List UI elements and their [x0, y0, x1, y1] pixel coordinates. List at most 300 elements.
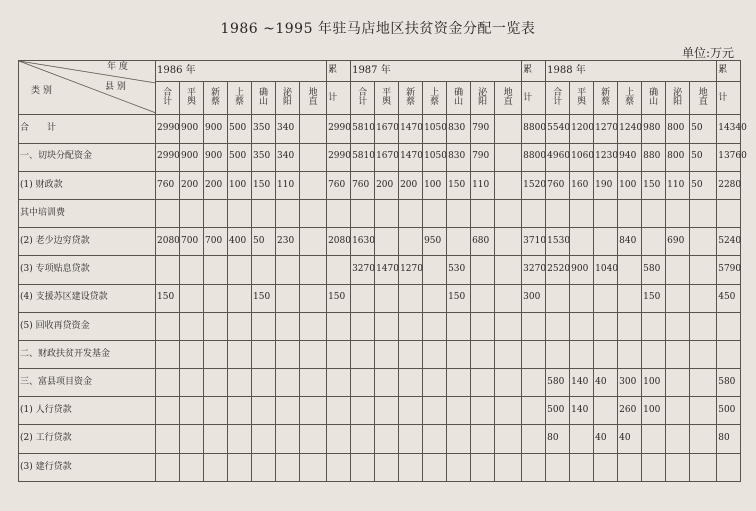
cell-1988 [546, 199, 570, 227]
cell-1987 [447, 228, 471, 256]
cell-1986 [156, 397, 180, 425]
year-header-1987: 1987 年 [351, 61, 522, 82]
cell-1988 [642, 312, 666, 340]
cell-1986 [180, 284, 204, 312]
cell-1988 [594, 284, 618, 312]
row-label: 一、切块分配资金 [19, 143, 156, 171]
cell-1988: 50 [690, 143, 717, 171]
cell-1987: 110 [471, 171, 495, 199]
col-header-1987-3 [423, 82, 447, 115]
cell-1987 [495, 199, 522, 227]
cell-1987 [447, 397, 471, 425]
cumulative-cell-1987: 3710 [522, 228, 546, 256]
cell-1986 [300, 143, 327, 171]
cell-1988 [666, 284, 690, 312]
cell-1988: 40 [594, 369, 618, 397]
col-header-1987-4 [447, 82, 471, 115]
cell-1988 [642, 425, 666, 453]
cell-1986: 200 [180, 171, 204, 199]
cumulative-cell-1988: 80 [717, 425, 741, 453]
cell-1988: 150 [642, 284, 666, 312]
cell-1988 [642, 199, 666, 227]
cumulative-cell-1988 [717, 453, 741, 481]
table-row [19, 115, 741, 143]
cumulative-cell-1988 [717, 199, 741, 227]
cell-1988 [546, 312, 570, 340]
row-label: 二、财政扶贫开发基金 [19, 340, 156, 368]
cell-1987 [447, 199, 471, 227]
cell-1986 [276, 340, 300, 368]
cell-1986 [252, 397, 276, 425]
cell-1987 [495, 340, 522, 368]
col-header-bottom: 山 [258, 97, 268, 108]
cell-1986 [204, 425, 228, 453]
row-label: 合 计 [19, 115, 156, 143]
cell-1988: 140 [570, 397, 594, 425]
cell-1986 [204, 199, 228, 227]
cell-1988: 100 [642, 369, 666, 397]
cell-1988 [666, 425, 690, 453]
cell-1986 [300, 453, 327, 481]
cell-1987 [423, 312, 447, 340]
table-row [19, 199, 741, 227]
cell-1988: 880 [642, 143, 666, 171]
cell-1986 [300, 228, 327, 256]
cumulative-subheader-1987: 计 [522, 82, 546, 115]
cell-1988: 160 [570, 171, 594, 199]
cell-1987: 5810 [351, 115, 375, 143]
cell-1988 [666, 199, 690, 227]
cell-1988: 940 [618, 143, 642, 171]
cumulative-cell-1987: 8800 [522, 143, 546, 171]
cell-1986 [228, 340, 252, 368]
col-header-1986-3 [228, 82, 252, 115]
col-header-bottom: 山 [649, 97, 659, 108]
cell-1987 [495, 453, 522, 481]
cell-1987 [495, 369, 522, 397]
col-header-top: 泌 [673, 87, 683, 98]
cell-1986: 340 [276, 143, 300, 171]
cell-1986: 500 [228, 143, 252, 171]
col-header-1987-0 [351, 82, 375, 115]
cell-1988 [594, 397, 618, 425]
cell-1987 [399, 199, 423, 227]
cell-1988 [570, 425, 594, 453]
cumulative-cell-1988: 13760 [717, 143, 741, 171]
cell-1987 [447, 453, 471, 481]
cell-1987 [351, 425, 375, 453]
col-header-1988-6 [690, 82, 717, 115]
cumulative-cell-1987: 300 [522, 284, 546, 312]
cell-1988: 260 [618, 397, 642, 425]
cell-1988: 50 [690, 115, 717, 143]
cell-1986: 2990 [156, 143, 180, 171]
cell-1987 [471, 256, 495, 284]
cumulative-cell-1986: 2990 [327, 143, 351, 171]
cell-1986 [300, 397, 327, 425]
cell-1988 [546, 340, 570, 368]
cell-1987 [423, 453, 447, 481]
cell-1986 [276, 453, 300, 481]
cell-1988 [666, 453, 690, 481]
cell-1986: 50 [252, 228, 276, 256]
cell-1987 [495, 397, 522, 425]
col-header-1987-1 [375, 82, 399, 115]
col-header-bottom: 山 [454, 97, 464, 108]
cell-1988 [618, 312, 642, 340]
cumulative-cell-1987: 8800 [522, 115, 546, 143]
cell-1986 [276, 312, 300, 340]
cell-1988: 580 [642, 256, 666, 284]
cell-1986 [300, 312, 327, 340]
col-header-top: 平 [577, 87, 587, 98]
cell-1986: 700 [204, 228, 228, 256]
cumulative-cell-1987 [522, 397, 546, 425]
col-header-top: 新 [210, 87, 220, 98]
cell-1986 [156, 256, 180, 284]
header-corner [19, 61, 156, 115]
cell-1987: 1050 [423, 115, 447, 143]
cell-1988 [690, 228, 717, 256]
cell-1987: 790 [471, 143, 495, 171]
col-header-bottom: 蔡 [210, 97, 220, 108]
col-header-bottom: 计 [162, 97, 172, 108]
cell-1986 [252, 312, 276, 340]
cell-1987 [423, 369, 447, 397]
cell-1986: 150 [252, 284, 276, 312]
cell-1987 [495, 115, 522, 143]
cell-1986 [276, 369, 300, 397]
table-row [19, 369, 741, 397]
cell-1986 [204, 369, 228, 397]
cell-1986: 340 [276, 115, 300, 143]
table-row [19, 256, 741, 284]
cell-1986 [252, 453, 276, 481]
cell-1988: 1200 [570, 115, 594, 143]
col-header-1988-0 [546, 82, 570, 115]
cumulative-cell-1986: 150 [327, 284, 351, 312]
corner-county-label: 县 别 [105, 82, 126, 92]
cell-1987: 530 [447, 256, 471, 284]
cell-1987: 1630 [351, 228, 375, 256]
row-label: 其中培训费 [19, 199, 156, 227]
unit-label: 单位:万元 [681, 46, 734, 60]
cell-1987 [471, 425, 495, 453]
cell-1986 [228, 397, 252, 425]
cell-1987: 1470 [399, 143, 423, 171]
corner-year-label: 年 度 [107, 62, 128, 72]
cell-1988 [570, 284, 594, 312]
col-header-top: 地 [308, 87, 318, 98]
cell-1986: 900 [204, 143, 228, 171]
cumulative-cell-1986 [327, 453, 351, 481]
col-header-1986-6 [300, 82, 327, 115]
cell-1987 [471, 397, 495, 425]
cumulative-cell-1988: 500 [717, 397, 741, 425]
cell-1987 [495, 228, 522, 256]
cell-1988 [570, 228, 594, 256]
cell-1988 [618, 453, 642, 481]
col-header-bottom: 蔡 [430, 97, 440, 108]
cell-1988: 1530 [546, 228, 570, 256]
cell-1986 [228, 425, 252, 453]
cell-1988 [690, 284, 717, 312]
cell-1987 [423, 199, 447, 227]
cell-1988: 140 [570, 369, 594, 397]
cell-1987: 830 [447, 143, 471, 171]
col-header-top: 地 [503, 87, 513, 98]
cell-1988: 300 [618, 369, 642, 397]
year-header-1988: 1988 年 [546, 61, 717, 82]
cell-1988 [570, 453, 594, 481]
cell-1988 [690, 369, 717, 397]
cell-1986: 760 [156, 171, 180, 199]
cell-1986: 700 [180, 228, 204, 256]
cell-1988 [690, 397, 717, 425]
cell-1986: 500 [228, 115, 252, 143]
cell-1988: 80 [546, 425, 570, 453]
cell-1986: 100 [228, 171, 252, 199]
cell-1986: 350 [252, 143, 276, 171]
cell-1987 [495, 171, 522, 199]
row-label: (2) 工行贷款 [19, 425, 156, 453]
cell-1986 [228, 199, 252, 227]
cell-1986 [180, 369, 204, 397]
cell-1986 [300, 425, 327, 453]
col-header-1988-4 [642, 82, 666, 115]
cell-1986 [204, 256, 228, 284]
cumulative-cell-1986 [327, 199, 351, 227]
cell-1987 [375, 369, 399, 397]
cell-1986: 200 [204, 171, 228, 199]
cell-1988: 900 [570, 256, 594, 284]
cell-1986 [300, 256, 327, 284]
cell-1988 [642, 453, 666, 481]
row-label: (5) 回收再贷资金 [19, 312, 156, 340]
cell-1987 [423, 397, 447, 425]
col-header-top: 上 [430, 87, 440, 98]
cell-1986 [180, 256, 204, 284]
cell-1986: 110 [276, 171, 300, 199]
cell-1988 [618, 340, 642, 368]
cell-1988 [546, 453, 570, 481]
col-header-bottom: 舆 [382, 97, 392, 108]
cell-1987 [375, 284, 399, 312]
cell-1987 [471, 312, 495, 340]
cumulative-cell-1986 [327, 397, 351, 425]
cell-1987 [375, 453, 399, 481]
cell-1987: 200 [375, 171, 399, 199]
cell-1987 [351, 340, 375, 368]
cell-1986: 150 [156, 284, 180, 312]
cell-1987: 1470 [399, 115, 423, 143]
cell-1986 [300, 284, 327, 312]
cell-1986 [204, 284, 228, 312]
cumulative-cell-1986: 2080 [327, 228, 351, 256]
cell-1987 [399, 397, 423, 425]
cumulative-subheader-1986: 计 [327, 82, 351, 115]
col-header-top: 确 [649, 87, 659, 98]
col-header-top: 合 [553, 87, 563, 98]
cell-1987: 950 [423, 228, 447, 256]
cell-1986: 900 [180, 143, 204, 171]
cell-1988 [570, 340, 594, 368]
cell-1987: 5810 [351, 143, 375, 171]
cell-1988 [594, 228, 618, 256]
cell-1987 [495, 425, 522, 453]
cumulative-cell-1987 [522, 312, 546, 340]
cell-1986 [300, 340, 327, 368]
cell-1987 [447, 425, 471, 453]
cell-1987 [447, 369, 471, 397]
corner-category-label: 类 别 [31, 86, 52, 96]
col-header-top: 确 [258, 87, 268, 98]
col-header-1986-1 [180, 82, 204, 115]
cell-1987 [351, 284, 375, 312]
cell-1986 [300, 115, 327, 143]
col-header-1986-4 [252, 82, 276, 115]
cell-1987 [495, 143, 522, 171]
col-header-top: 合 [358, 87, 368, 98]
cumulative-header-1988: 累 [717, 61, 741, 82]
col-header-top: 新 [406, 87, 416, 98]
cell-1987 [375, 397, 399, 425]
cell-1988: 580 [546, 369, 570, 397]
cell-1988 [570, 312, 594, 340]
cell-1986 [252, 425, 276, 453]
cumulative-cell-1988 [717, 312, 741, 340]
cell-1987 [399, 369, 423, 397]
cell-1987: 150 [447, 284, 471, 312]
cell-1987: 1270 [399, 256, 423, 284]
col-header-top: 地 [698, 87, 708, 98]
cell-1987: 200 [399, 171, 423, 199]
cumulative-header-1987: 累 [522, 61, 546, 82]
cell-1988: 100 [618, 171, 642, 199]
cell-1987 [471, 453, 495, 481]
table-row [19, 143, 741, 171]
cell-1986 [180, 340, 204, 368]
col-header-top: 上 [625, 87, 635, 98]
row-label: (1) 人行贷款 [19, 397, 156, 425]
col-header-bottom: 蔡 [625, 97, 635, 108]
cell-1986 [156, 199, 180, 227]
cell-1988 [690, 256, 717, 284]
col-header-bottom: 计 [358, 97, 368, 108]
cell-1987: 680 [471, 228, 495, 256]
cumulative-cell-1988 [717, 340, 741, 368]
cell-1987 [399, 453, 423, 481]
col-header-bottom: 蔡 [234, 97, 244, 108]
col-header-1988-5 [666, 82, 690, 115]
col-header-1987-2 [399, 82, 423, 115]
cell-1988: 760 [546, 171, 570, 199]
cell-1986 [204, 397, 228, 425]
cell-1986 [156, 312, 180, 340]
cell-1988: 40 [594, 425, 618, 453]
row-label: (3) 专项贴息贷款 [19, 256, 156, 284]
table-row [19, 397, 741, 425]
cell-1988 [594, 340, 618, 368]
cell-1986: 150 [252, 171, 276, 199]
cell-1986 [180, 397, 204, 425]
cumulative-cell-1986 [327, 256, 351, 284]
cell-1988: 1040 [594, 256, 618, 284]
cell-1987 [423, 425, 447, 453]
cumulative-cell-1986 [327, 312, 351, 340]
cell-1988: 190 [594, 171, 618, 199]
cell-1988 [690, 199, 717, 227]
cumulative-cell-1988: 14340 [717, 115, 741, 143]
cell-1988: 150 [642, 171, 666, 199]
cell-1988: 1060 [570, 143, 594, 171]
cell-1987: 1050 [423, 143, 447, 171]
cell-1986 [300, 171, 327, 199]
cell-1986 [180, 312, 204, 340]
cell-1987 [375, 425, 399, 453]
cell-1987: 3270 [351, 256, 375, 284]
cell-1988: 500 [546, 397, 570, 425]
cumulative-cell-1987 [522, 453, 546, 481]
cell-1988 [642, 340, 666, 368]
cell-1986 [204, 340, 228, 368]
cell-1987 [423, 340, 447, 368]
cell-1987 [351, 453, 375, 481]
cell-1987 [447, 312, 471, 340]
cumulative-cell-1988: 580 [717, 369, 741, 397]
cumulative-cell-1986 [327, 425, 351, 453]
table-row [19, 284, 741, 312]
cumulative-cell-1988: 450 [717, 284, 741, 312]
cell-1987: 830 [447, 115, 471, 143]
col-header-bottom: 计 [553, 97, 563, 108]
cell-1988: 1240 [618, 115, 642, 143]
cell-1988: 800 [666, 115, 690, 143]
cell-1987 [375, 340, 399, 368]
col-header-top: 上 [234, 87, 244, 98]
cell-1988 [594, 312, 618, 340]
cell-1988: 800 [666, 143, 690, 171]
col-header-top: 泌 [478, 87, 488, 98]
col-header-1987-6 [495, 82, 522, 115]
cell-1986 [276, 284, 300, 312]
cell-1987 [423, 256, 447, 284]
row-label: (2) 老少边穷贷款 [19, 228, 156, 256]
cell-1988 [666, 397, 690, 425]
table-row [19, 171, 741, 199]
cell-1986 [276, 256, 300, 284]
col-header-1986-5 [276, 82, 300, 115]
cell-1986: 900 [180, 115, 204, 143]
cell-1987 [375, 199, 399, 227]
col-header-1986-0 [156, 82, 180, 115]
cell-1988 [666, 312, 690, 340]
cell-1986 [228, 284, 252, 312]
cell-1987 [471, 284, 495, 312]
col-header-bottom: 阳 [478, 97, 488, 108]
cell-1986 [156, 425, 180, 453]
cell-1988: 100 [642, 397, 666, 425]
year-header-1986: 1986 年 [156, 61, 327, 82]
cumulative-header-1986: 累 [327, 61, 351, 82]
col-header-1988-3 [618, 82, 642, 115]
col-header-top: 平 [382, 87, 392, 98]
cell-1986 [228, 453, 252, 481]
row-label: (4) 支援苏区建设贷款 [19, 284, 156, 312]
cell-1987: 1670 [375, 143, 399, 171]
cell-1987 [399, 425, 423, 453]
cumulative-cell-1987: 3270 [522, 256, 546, 284]
